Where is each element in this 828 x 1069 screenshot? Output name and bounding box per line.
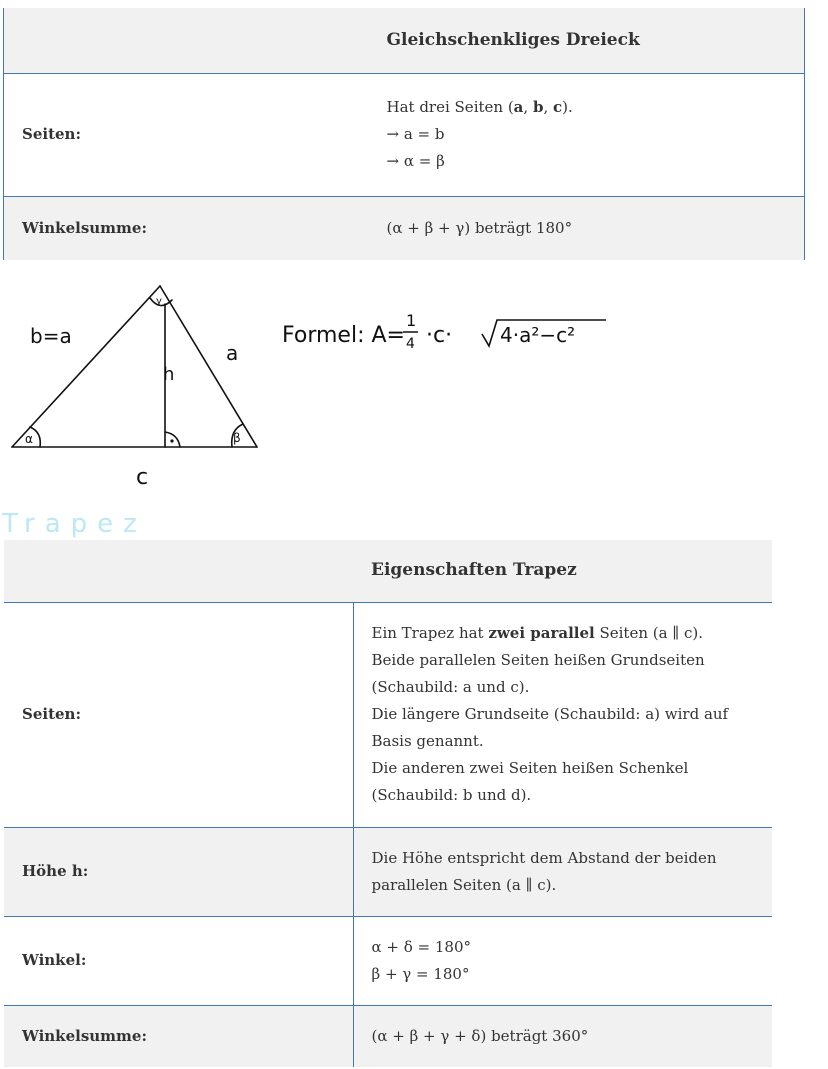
label-beta: β [233,431,241,445]
content-line: → a = b [386,125,445,143]
faded-trapez-heading [0,506,170,538]
table-header: Eigenschaften Trapez [353,540,772,602]
formula-numerator: 1 [406,311,417,330]
content-line: parallelen Seiten (a ∥ c). [371,875,557,894]
formula-middle: ·c· [426,323,453,348]
content-line: Die anderen zwei Seiten heißen Schenkel [371,759,689,777]
content-line: α + δ = 180° [371,937,471,956]
label-alpha: α [25,432,33,446]
row-label: Höhe h: [4,827,353,916]
row-label: Seiten: [4,73,369,196]
formula-prefix: Formel: A= [282,323,405,348]
isosceles-triangle-table [3,8,805,260]
header-empty-cell [4,540,353,602]
row-content: (α + β + γ + δ) beträgt 360° [353,1005,772,1067]
table-row [4,602,772,827]
content-line: β + γ = 180° [371,964,470,983]
area-formula [282,311,606,352]
triangle-side-a [160,286,257,447]
table-row [4,827,772,916]
content-line: Hat drei Seiten (a, b, c). [386,98,573,116]
row-label: Winkel: [4,916,353,1005]
table-row [4,73,805,196]
row-label: Seiten: [4,602,353,827]
row-content [353,602,772,827]
smudge-text: Trapez [2,509,147,538]
row-content [369,73,805,196]
table-row [4,916,772,1005]
table-header-row [4,8,805,73]
label-b-eq-a: b=a [30,324,72,348]
row-content [353,916,772,1005]
label-gamma: γ [156,296,162,307]
label-a: a [226,341,239,365]
row-content: (α + β + γ) beträgt 180° [369,196,805,260]
formula-denominator: 4 [406,336,415,352]
formula-root-content: 4·a²−c² [500,323,576,347]
content-line: Die Höhe entspricht dem Abstand der beiden [371,848,717,867]
row-label: Winkelsumme: [4,1005,353,1067]
table-row [4,1005,772,1067]
row-label: Winkelsumme: [4,196,369,260]
triangle-sketch [0,262,640,502]
content-line: Ein Trapez hat zwei parallel Seiten (a ∥ c). [371,624,704,642]
trapezoid-table [4,540,772,1067]
content-line: Basis genannt. [371,732,484,750]
right-angle-dot [170,439,173,442]
content-line: (Schaubild: a und c). [371,678,530,696]
table-row [4,196,805,260]
content-line: Die längere Grundseite (Schaubild: a) wird auf [371,705,729,723]
header-empty-cell [4,8,369,73]
content-line: Beide parallelen Seiten heißen Grundseiten [371,651,705,669]
triangle-side-b [12,286,160,447]
label-c: c [136,465,149,490]
label-h: h [163,364,175,385]
content-line: (Schaubild: b und d). [371,786,532,804]
row-content [353,827,772,916]
table-header: Gleichschenkliges Dreieck [369,8,805,73]
table-header-row [4,540,772,602]
content-line: → α = β [386,152,445,170]
